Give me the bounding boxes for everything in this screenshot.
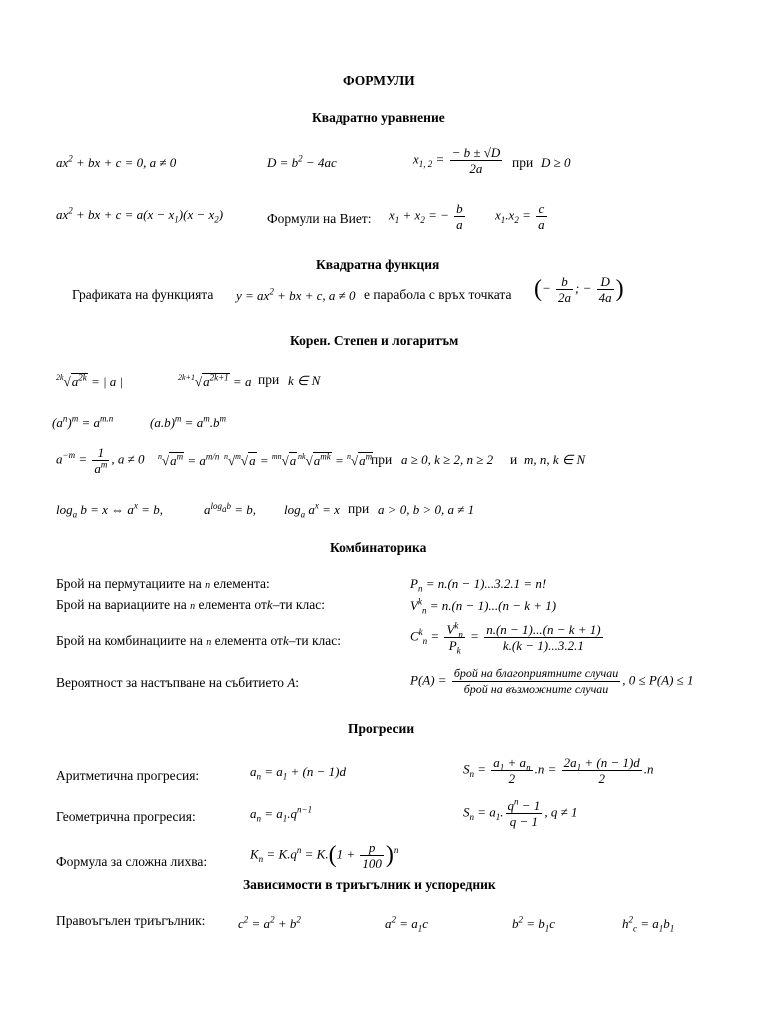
section-triangles: Зависимости в триъгълник и успоредник (243, 877, 496, 892)
page-title: ФОРМУЛИ (343, 73, 415, 88)
condition-log: a > 0, b > 0, a ≠ 1 (378, 502, 475, 517)
label-compound: Формула за сложна лихва: (56, 854, 208, 869)
formula-vertex: (− $\frac{b}{2a}$ ; − $\frac{D}{4a}$ ) (534, 274, 624, 305)
formula-roots: $x_{1, 2}$ = $\frac{- b \pm √D}{2a}$ (413, 145, 501, 176)
formula-even-root: $^{2k}√a^{2k}$ = | a | (56, 372, 124, 389)
formula-power-power: $(a^n)^m = a^{m.n}$ (52, 413, 114, 430)
probability-row: Вероятност за настъпване на събитието A: (56, 675, 300, 690)
condition-d: D ≥ 0 (541, 155, 571, 170)
formula-permutations: $P_n = n.(n - 1)...3.2.1 = n$! (410, 576, 547, 594)
formula-fraction-power: $^n√a^m = a^{m/n}$ (158, 451, 220, 468)
label-vieta: Формули на Виет: (267, 211, 372, 226)
formula-root-simplify: $^{nk}√a^{mk} = ^n√a^m$ (298, 451, 373, 468)
label-probability: Вероятност за настъпване на събитието (56, 675, 284, 690)
label-elements-of-2: елемента от (214, 633, 283, 648)
formula-vieta-product: $x_1.x_2$ = $\frac{c}{a}$ (495, 201, 545, 232)
label-class-2: –ти клас: (288, 633, 342, 648)
formula-probability: P(A) = $\frac{\text{брой на благоприятните случаи}}{\text{брой на възможните случаи}}$ , 0 ≤ P(A) ≤ 1 (410, 666, 694, 696)
section-quadratic-function: Квадратна функция (316, 257, 440, 272)
label-pri-4: при (348, 501, 370, 516)
formula-quadratic-equation: $ax^2$ + bx + c = 0, a ≠ 0 (56, 153, 177, 170)
label-arithmetic: Аритметична прогресия: (56, 768, 200, 783)
variations-row: Брой на вариациите на n елемента отk–ти клас: (56, 597, 325, 612)
formula-geometric-term: $a_n = a_1.q^{n-1}$ (250, 804, 313, 824)
label-right-triangle: Правоъгълен триъгълник: (56, 913, 206, 928)
condition-mnk: m, n, k ∈ N (524, 452, 586, 467)
formula-leg-b: $b^2 = b_1c$ (512, 914, 556, 934)
label-possible: брой на възможните случаи (463, 682, 609, 696)
label-and: и (510, 452, 518, 467)
label-graph-mid: е парабола с връх точката (364, 287, 512, 302)
label-elements-of-1: елемента от (198, 597, 267, 612)
label-favorable: брой на благоприятните случаи (453, 666, 619, 680)
formula-arithmetic-term: $a_n = a_1 + (n - 1)d$ (250, 764, 346, 782)
formula-odd-root: $^{2k+1}√a^{2k+1} = a$ (178, 372, 252, 389)
formula-compound-interest: $K_n = K.q^n = K.(1$ + $\frac{p}{100}$ )$^n$ (250, 840, 399, 871)
formula-pythagoras: $c^2 = a^2 + b^2$ (238, 914, 301, 931)
formula-log-power: $\log_a a^x = x$ (284, 500, 340, 520)
label-class-1: –ти клас: (272, 597, 325, 612)
formula-variations: $V^k_n = n.(n - 1)...(n - k + 1)$ (410, 596, 557, 616)
label-pri-1: при (512, 155, 534, 170)
condition-roots: a ≥ 0, k ≥ 2, n ≥ 2 (401, 452, 494, 467)
label-variations: Брой на вариациите на (56, 597, 187, 612)
formula-leg-a: $a^2 = a_1c$ (385, 914, 429, 934)
formula-parabola: $y = ax^2$ + bx + c, a ≠ 0 (236, 286, 356, 303)
formula-height: $h^2_c = a_1b_1$ (622, 914, 675, 934)
formula-factorization: $ax^2$ + bx + $c = a(x - x_1)(x - x_2)$ (56, 205, 224, 225)
combinations-row: Брой на комбинациите на n елемента отk–ти клас: (56, 633, 342, 648)
section-combinatorics: Комбинаторика (330, 540, 427, 555)
label-pri-2: при (258, 372, 280, 387)
label-graph-pre: Графиката на функцията (72, 287, 214, 302)
formula-log-identity: $a^{log_ab} = b$, (204, 500, 257, 517)
formula-negative-power: $a^{-m}$ = $\frac{1}{a^m}$ , a ≠ 0 (56, 445, 145, 476)
label-combinations: Брой на комбинациите на (56, 633, 203, 648)
section-quadratic-equation: Квадратно уравнение (312, 110, 445, 125)
section-progressions: Прогресии (348, 721, 415, 736)
label-permutations: Брой на пермутациите на (56, 576, 202, 591)
section-roots: Корен. Степен и логаритъм (290, 333, 459, 348)
formula-discriminant: $D = b^2 - 4ac$ (267, 153, 337, 170)
condition-k: k ∈ N (288, 373, 321, 388)
formula-vieta-sum: $x_1 + x_2$ = − $\frac{b}{a}$ (389, 201, 463, 232)
label-elements: елемента: (213, 576, 270, 591)
formula-product-power: $(a.b)^m = a^m.b^m$ (150, 413, 226, 430)
permutations-row: Брой на пермутациите на n елемента: (56, 576, 270, 591)
formula-combinations: $C^k_n$ = $\frac{V^k_n}{P_k}$ = $\frac{n.(n - 1)...(n - k + 1)}{k.(k - 1)...3.2.1}$ (410, 620, 601, 656)
formula-geometric-sum: $S_n = a_1$. $\frac{q^n - 1}{q - 1}$ , q ≠ 1 (463, 796, 578, 829)
formula-log-definition: $\log_a b = x$ ⇔ $a^x = b$, (56, 500, 163, 520)
formula-arithmetic-sum: $S_n$ = $\frac{a_1 + a_n}{2}$ .n = $\frac{2a_1 + (n - 1)d}{2}$ .n (463, 755, 654, 786)
label-geometric: Геометрична прогресия: (56, 809, 196, 824)
label-pri-3: при (371, 452, 393, 467)
formula-nested-root: $^n$√$^m$√a = $^{mn}$√a (224, 452, 297, 468)
